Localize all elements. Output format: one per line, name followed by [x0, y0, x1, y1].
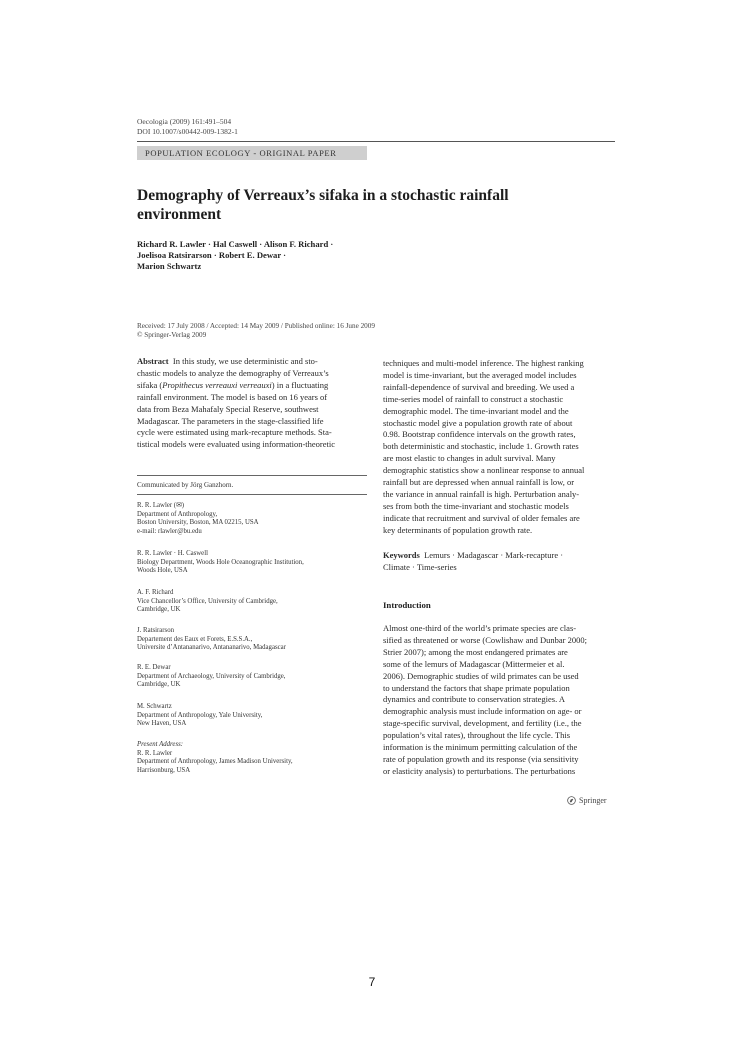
affiliation-line: R. R. Lawler · H. Caswell — [137, 550, 208, 557]
introduction-heading: Introduction — [383, 600, 431, 610]
paper-title: Demography of Verreaux’s sifaka in a stochastic rainfall environment — [137, 187, 509, 223]
affiliation-line: Cambridge, UK — [137, 681, 181, 689]
journal-doi: DOI 10.1007/s00442-009-1382-1 — [137, 127, 238, 136]
author-line: Joelisoa Ratsirarson · Robert E. Dewar · — [137, 250, 287, 261]
author-line: Marion Schwartz — [137, 261, 202, 272]
abstract-line: are most elastic to changes in adult survival. Many — [383, 453, 556, 464]
affiliation-line: Present Address: — [137, 741, 183, 748]
abstract-line: time-series model of rainfall to construct a stochastic — [383, 393, 564, 404]
abstract-line: Abstract In this study, we use deterministic and sto- — [137, 356, 318, 366]
keywords — [383, 550, 614, 574]
affiliation-block — [137, 550, 367, 576]
affiliation-block — [137, 664, 367, 690]
abstract-line: rainfall but are depressed when annual rainfall is low, or — [383, 477, 575, 488]
abstract-line: Madagascar. The parameters in the stage-classified life — [137, 415, 324, 426]
page-number: 7 — [368, 975, 376, 989]
affiliation-block — [137, 627, 367, 653]
springer-horse-icon — [567, 796, 576, 805]
abstract-line: rainfall-dependence of survival and breeding. We used a — [383, 381, 575, 392]
introduction-line: 2006). Demographic studies of wild primates can be used — [383, 670, 579, 681]
affiliation-line: Vice Chancellor’s Office, University of Cambridge, — [137, 597, 278, 605]
author-list — [137, 239, 397, 273]
affiliation-line: A. F. Richard — [137, 589, 174, 596]
abstract-heading: Abstract — [137, 356, 169, 366]
abstract-line: ses from both the time-invariant and stochastic models — [383, 500, 569, 511]
abstract-line: techniques and multi-model inference. The highest ranking — [383, 358, 584, 368]
affiliation-block — [137, 703, 367, 729]
keywords-heading: Keywords — [383, 550, 420, 560]
introduction-line: stage-specific survival, development, and fertility (i.e., the — [383, 718, 582, 729]
communicated-by: Communicated by Jörg Ganzhorn. — [137, 481, 234, 489]
introduction-line: population’s vital rates), throughout the life cycle. This — [383, 730, 571, 741]
abstract-line: stochastic model give a population growth rate of about — [383, 417, 573, 428]
affiliation-line: R. R. Lawler — [137, 749, 173, 757]
section-label: POPULATION ECOLOGY - ORIGINAL PAPER — [137, 146, 367, 160]
header-rule — [137, 141, 615, 142]
affiliation-line: Departement des Eaux et Forets, E.S.S.A., — [137, 635, 253, 643]
received-info — [137, 322, 457, 340]
affiliation-block — [137, 589, 367, 615]
abstract-line: data from Beza Mahafaly Special Reserve, southwest — [137, 403, 319, 414]
abstract-line: cycle were estimated using mark-recapture methods. Sta- — [137, 427, 332, 438]
introduction-line: or elasticity analysis) to perturbations. The perturbations — [383, 765, 576, 776]
abstract-line: key determinants of population growth rate. — [383, 524, 533, 535]
affiliation-line: R. R. Lawler (✉) — [137, 502, 185, 509]
abstract-line: sifaka (Propithecus verreauxi verreauxi) in a fluctuating — [137, 379, 329, 390]
introduction-line: to understand the factors that shape primate population — [383, 682, 570, 693]
affiliation-line: Department of Anthropology, James Madison University, — [137, 758, 293, 766]
introduction-line: demographic analysis must include information on age- or — [383, 706, 582, 717]
abstract-line: rainfall environment. The model is based on 16 years of — [137, 391, 328, 402]
affiliation-line: e-mail: rlawler@bu.edu — [137, 527, 202, 535]
introduction-line: some of the lemurs of Madagascar (Mittermeier et al. — [383, 658, 565, 669]
affiliation-line: J. Ratsirarson — [137, 627, 175, 634]
footnote-rule — [137, 494, 367, 495]
affiliation-line: Universite d’Antananarivo, Antananarivo, Madagascar — [137, 644, 286, 652]
affiliation-block — [137, 741, 367, 775]
affiliation-line: Department of Anthropology, Yale University, — [137, 711, 263, 719]
introduction-line: Almost one-third of the world’s primate species are clas- — [383, 623, 577, 633]
keywords-line: Lemurs · Madagascar · Mark-recapture · — [424, 550, 564, 560]
journal-citation: Oecologia (2009) 161:491–504 — [137, 117, 232, 126]
introduction-line: rate of population growth and its response (via sensitivity — [383, 753, 579, 764]
abstract-right-column — [383, 358, 614, 537]
publisher-name: Springer — [579, 796, 607, 805]
introduction-text — [383, 623, 614, 778]
affiliation-line: M. Schwartz — [137, 703, 172, 710]
abstract-line: chastic models to analyze the demography of Verreaux’s — [137, 367, 329, 378]
affiliation-line: Woods Hole, USA — [137, 567, 188, 575]
abstract-line: both deterministic and stochastic, include 1. Growth rates — [383, 441, 579, 452]
copyright: © Springer-Verlag 2009 — [137, 331, 207, 339]
abstract-line: demographic statistics show a nonlinear response to annual — [383, 465, 585, 476]
affiliation-line: R. E. Dewar — [137, 664, 171, 671]
affiliation-line: Harrisonburg, USA — [137, 766, 191, 774]
received-dates: Received: 17 July 2008 / Accepted: 14 May 2009 / Published online: 16 June 2009 — [137, 322, 375, 330]
author-line: Richard R. Lawler · Hal Caswell · Alison F. Richard · — [137, 239, 334, 249]
affiliation-line: New Haven, USA — [137, 720, 187, 728]
keywords-line: Climate · Time-series — [383, 561, 457, 572]
introduction-line: information is the minimum permitting calculation of the — [383, 742, 578, 753]
abstract-line: indicate that recruitment and survival of older females are — [383, 512, 580, 523]
abstract-left-column — [137, 356, 367, 451]
abstract-line: tistical models were evaluated using information-theoretic — [137, 439, 336, 450]
affiliation-line: Cambridge, UK — [137, 606, 181, 614]
affiliation-block — [137, 502, 367, 536]
abstract-line: model is time-invariant, but the averaged model includes — [383, 369, 577, 380]
journal-header — [137, 117, 238, 137]
introduction-line: Strier 2007); among the most endangered primates are — [383, 646, 568, 657]
affiliation-line: Department of Anthropology, — [137, 510, 218, 518]
abstract-line: 0.98. Bootstrap confidence intervals on the growth rates, — [383, 429, 576, 440]
footnote-rule — [137, 475, 367, 476]
introduction-line: dynamics and contribute to conservation strategies. A — [383, 694, 565, 705]
affiliation-line: Biology Department, Woods Hole Oceanographic Institution, — [137, 558, 304, 566]
abstract-line: the variance in annual rainfall is high. Perturbation analy- — [383, 488, 580, 499]
publisher-logo — [567, 796, 607, 805]
abstract-line: demographic model. The time-invariant model and the — [383, 405, 569, 416]
affiliation-line: Boston University, Boston, MA 02215, USA — [137, 519, 259, 527]
affiliation-line: Department of Archaeology, University of Cambridge, — [137, 672, 286, 680]
introduction-line: sified as threatened or worse (Cowlishaw and Dunbar 2000; — [383, 634, 587, 645]
